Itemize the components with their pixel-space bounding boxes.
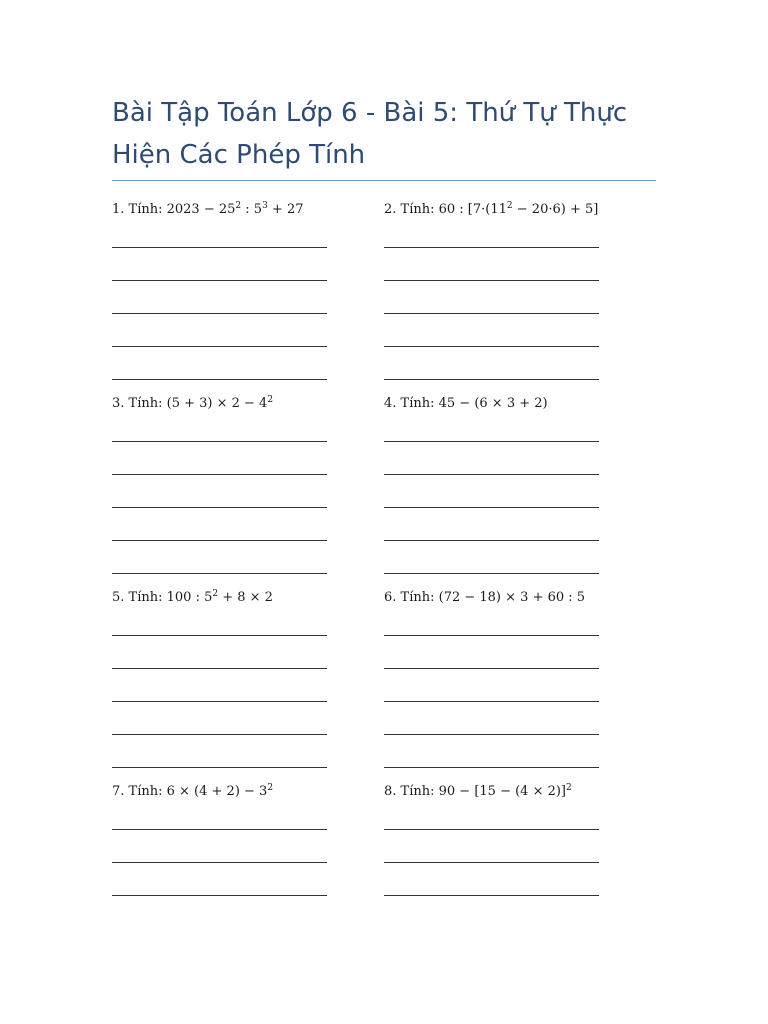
answer-line[interactable] <box>384 313 599 314</box>
prompt-text: 6. Tính: (72 − 18) × 3 + 60 : 5 <box>384 590 586 605</box>
answer-line[interactable] <box>112 346 327 347</box>
answer-line[interactable] <box>112 767 327 768</box>
answer-line[interactable] <box>112 573 327 574</box>
answer-line[interactable] <box>384 379 599 380</box>
answer-line[interactable] <box>112 507 327 508</box>
problem-prompt <box>112 393 332 415</box>
problem-7 <box>112 781 332 896</box>
exponent: 2 <box>267 783 274 793</box>
answer-line[interactable] <box>384 895 599 896</box>
answer-line[interactable] <box>384 540 599 541</box>
answer-line[interactable] <box>112 474 327 475</box>
answer-line[interactable] <box>384 767 599 768</box>
problem-prompt <box>112 199 332 221</box>
exponent: 2 <box>212 589 219 599</box>
answer-line[interactable] <box>384 247 599 248</box>
prompt-text: 2. Tính: 60 : [7·(11 <box>384 202 507 217</box>
problem-prompt <box>384 587 604 609</box>
answer-line[interactable] <box>384 829 599 830</box>
answer-line[interactable] <box>384 507 599 508</box>
title-divider <box>112 180 656 181</box>
problem-prompt <box>384 393 604 415</box>
answer-line[interactable] <box>112 829 327 830</box>
problem-8 <box>384 781 604 896</box>
prompt-text-mid: − 20·6) + 5] <box>512 202 599 217</box>
prompt-text: 8. Tính: 90 − [15 − (4 × 2)] <box>384 784 567 799</box>
answer-line[interactable] <box>384 862 599 863</box>
answer-line[interactable] <box>384 441 599 442</box>
prompt-text-mid: + 8 × 2 <box>218 590 273 605</box>
problem-2 <box>384 199 604 380</box>
prompt-text: 5. Tính: 100 : 5 <box>112 590 213 605</box>
answer-line[interactable] <box>384 701 599 702</box>
answer-line[interactable] <box>384 668 599 669</box>
answer-line[interactable] <box>384 573 599 574</box>
answer-line[interactable] <box>112 441 327 442</box>
problem-5 <box>112 587 332 768</box>
exponent: 2 <box>506 201 513 211</box>
exponent: 2 <box>566 783 572 793</box>
prompt-text: 3. Tính: (5 + 3) × 2 − 4 <box>112 396 268 411</box>
answer-line[interactable] <box>384 280 599 281</box>
prompt-text: 1. Tính: 2023 − 25 <box>112 202 236 217</box>
answer-line[interactable] <box>112 862 327 863</box>
answer-line[interactable] <box>384 346 599 347</box>
problem-4 <box>384 393 604 574</box>
problem-prompt <box>112 781 332 803</box>
prompt-text-tail: + 27 <box>267 202 304 217</box>
answer-line[interactable] <box>112 379 327 380</box>
answer-line[interactable] <box>112 313 327 314</box>
problem-6 <box>384 587 604 768</box>
problem-3 <box>112 393 332 574</box>
answer-line[interactable] <box>112 635 327 636</box>
exponent: 2 <box>267 395 274 405</box>
prompt-text: 7. Tính: 6 × (4 + 2) − 3 <box>112 784 268 799</box>
answer-line[interactable] <box>112 247 327 248</box>
page-title: Bài Tập Toán Lớp 6 - Bài 5: Thứ Tự Thực Hiện Các Phép Tính <box>112 98 628 170</box>
prompt-text-mid: : 5 <box>241 202 263 217</box>
answer-line[interactable] <box>112 734 327 735</box>
problem-1 <box>112 199 332 380</box>
answer-line[interactable] <box>112 280 327 281</box>
exponent: 3 <box>262 201 268 211</box>
answer-line[interactable] <box>112 668 327 669</box>
prompt-text: 4. Tính: 45 − (6 × 3 + 2) <box>384 396 548 411</box>
exponent: 2 <box>235 201 242 211</box>
answer-line[interactable] <box>112 895 327 896</box>
answer-line[interactable] <box>112 540 327 541</box>
answer-line[interactable] <box>384 635 599 636</box>
answer-line[interactable] <box>384 474 599 475</box>
problem-prompt <box>112 587 332 609</box>
answer-line[interactable] <box>112 701 327 702</box>
problem-prompt <box>384 199 604 221</box>
problem-prompt <box>384 781 604 803</box>
answer-line[interactable] <box>384 734 599 735</box>
